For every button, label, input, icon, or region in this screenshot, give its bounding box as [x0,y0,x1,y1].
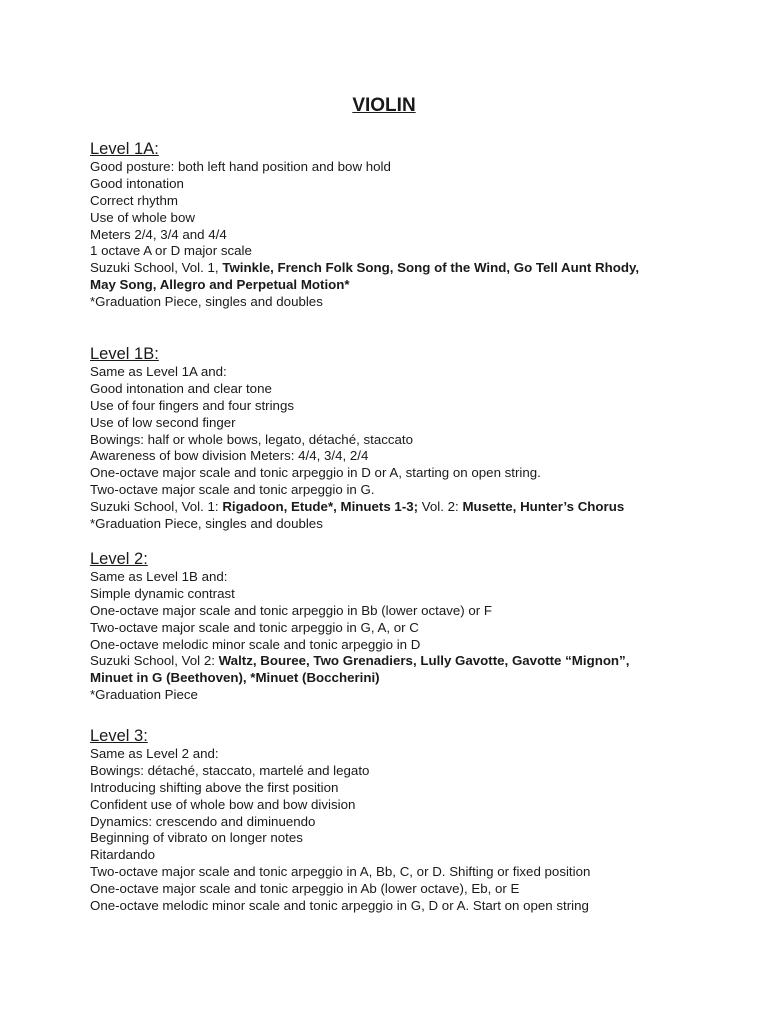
text-line [90,586,750,603]
text-line [90,653,750,670]
text-line [90,415,750,432]
bold-text: Twinkle, French Folk Song, Song of the Wind, Go Tell Aunt Rhody, [222,260,640,276]
text-run: *Graduation Piece, singles and doubles [90,516,323,532]
text-run: Use of whole bow [90,209,195,225]
text-run: Beginning of vibrato on longer notes [90,830,303,846]
text-run: Same as Level 1A and: [90,364,227,379]
text-run: Bowings: détaché, staccato, martelé and legato [90,762,370,778]
text-line [90,277,750,294]
text-run: Use of four fingers and four strings [90,397,294,413]
section-level-1a [90,140,750,311]
text-run: One-octave major scale and tonic arpeggio in Ab (lower octave), Eb, or E [90,881,520,897]
text-line [90,620,750,637]
text-run: One-octave major scale and tonic arpeggio in Bb (lower octave) or F [90,602,493,618]
text-run: Good posture: both left hand position and bow hold [90,159,391,174]
text-line [90,898,750,915]
text-line [90,797,750,814]
page-title: VIOLIN [352,95,416,116]
text-line [90,881,750,898]
text-line [90,864,750,881]
bold-text: Waltz, Bouree, Two Grenadiers, Lully Gavotte, Gavotte “Mignon”, [218,653,630,669]
text-run: Two-octave major scale and tonic arpeggio in G. [90,482,375,498]
text-line [90,294,750,311]
text-line [90,847,750,864]
text-run: *Graduation Piece, singles and doubles [90,294,323,310]
text-run: Two-octave major scale and tonic arpeggio in A, Bb, C, or D. Shifting or fixed position [90,864,591,880]
text-run: Suzuki School, Vol. 1: [90,499,223,515]
text-run: Suzuki School, Vol 2: [90,653,219,669]
text-run: Same as Level 2 and: [90,746,219,761]
section-lines [90,364,750,533]
text-line [90,814,750,831]
text-line [90,637,750,654]
text-run: Introducing shifting above the first position [90,779,339,795]
section-level-1b [90,345,750,533]
text-line [90,227,750,244]
text-run: Suzuki School, Vol. 1, [90,260,223,276]
text-line [90,482,750,499]
text-line [90,210,750,227]
text-run: 1 octave A or D major scale [90,243,252,259]
text-run: Good intonation and clear tone [90,380,272,396]
text-line [90,243,750,260]
text-line [90,465,750,482]
text-run: One-octave melodic minor scale and tonic arpeggio in D [90,636,421,652]
text-line [90,398,750,415]
section-lines [90,569,750,704]
text-line [90,516,750,533]
text-line [90,176,750,193]
bold-text: Musette, Hunter’s Chorus [462,499,625,515]
text-run: Vol. 2: [418,499,463,515]
text-line [90,763,750,780]
text-line [90,603,750,620]
section-heading: Level 2: [90,550,148,568]
text-line [90,569,750,586]
bold-text: Rigadoon, Etude*, Minuets 1-3; [222,499,419,515]
text-run: Good intonation [90,175,184,191]
section-lines [90,159,750,311]
text-line [90,746,750,763]
section-heading: Level 1A: [90,140,159,158]
text-run: Meters 2/4, 3/4 and 4/4 [90,226,227,242]
text-run: Bowings: half or whole bows, legato, détaché, staccato [90,431,414,447]
bold-text: May Song, Allegro and Perpetual Motion* [90,277,350,293]
text-run: Dynamics: crescendo and diminuendo [90,813,316,829]
text-line [90,260,750,277]
text-run: Correct rhythm [90,192,178,208]
text-line [90,448,750,465]
text-line [90,830,750,847]
text-run: Same as Level 1B and: [90,569,228,584]
text-run: *Graduation Piece [90,687,198,703]
section-level-3 [90,727,750,915]
text-line [90,670,750,687]
text-run: Ritardando [90,847,156,863]
text-run: Awareness of bow division Meters: 4/4, 3/4, 2/4 [90,448,369,464]
text-line [90,499,750,516]
text-run: Simple dynamic contrast [90,585,235,601]
text-run: One-octave melodic minor scale and tonic arpeggio in G, D or A. Start on open string [90,898,589,914]
section-level-2 [90,550,750,704]
text-line [90,381,750,398]
text-run: Two-octave major scale and tonic arpeggio in G, A, or C [90,619,419,635]
section-heading: Level 1B: [90,345,159,363]
text-run: Confident use of whole bow and bow division [90,796,356,812]
text-line [90,364,750,381]
section-heading: Level 3: [90,727,148,745]
text-line [90,193,750,210]
text-line [90,432,750,449]
text-run: Use of low second finger [90,414,236,430]
bold-text: Minuet in G (Beethoven), *Minuet (Boccherini) [90,670,380,686]
section-lines [90,746,750,915]
text-line [90,780,750,797]
text-line [90,687,750,704]
text-line [90,159,750,176]
text-run: One-octave major scale and tonic arpeggio in D or A, starting on open string. [90,465,541,481]
